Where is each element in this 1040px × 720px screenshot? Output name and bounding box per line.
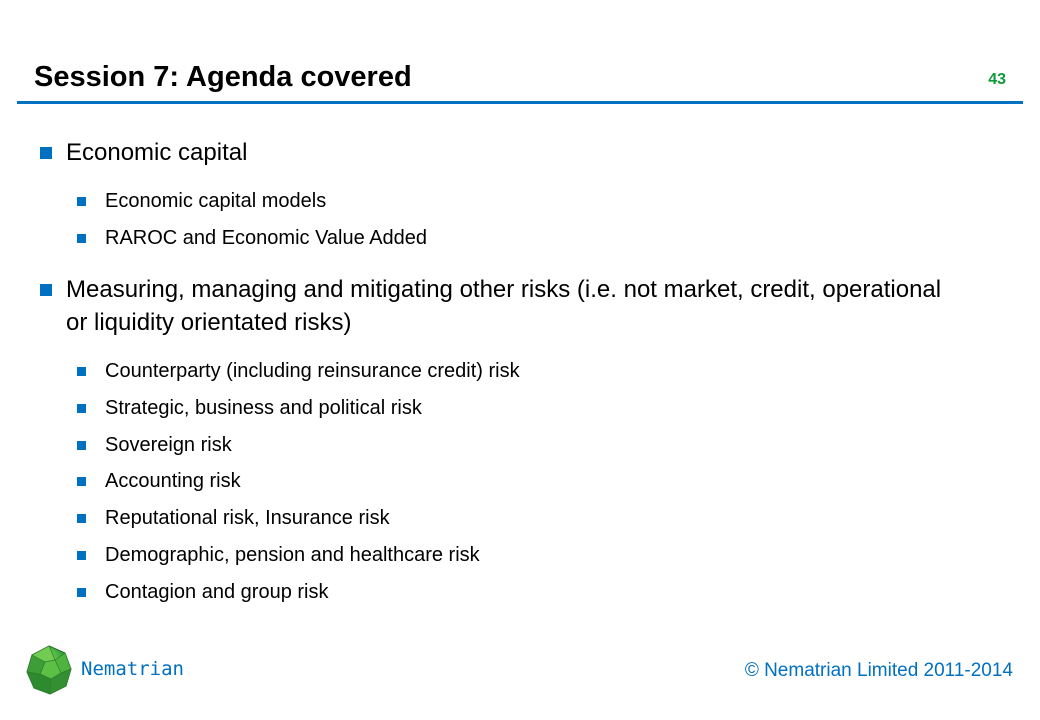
sub-bullet-text: Counterparty (including reinsurance credit) risk (105, 360, 520, 382)
bullet-square-icon (77, 197, 86, 206)
bullet-square-icon (77, 234, 86, 243)
green-polyhedron-logo-icon (25, 644, 73, 696)
slide-title: Session 7: Agenda covered (34, 61, 412, 93)
sub-bullet-text: Contagion and group risk (105, 581, 329, 603)
sub-bullet-text: Demographic, pension and healthcare risk (105, 544, 480, 566)
bullet-square-icon (40, 147, 52, 159)
bullet-square-icon (77, 404, 86, 413)
sub-bullet-text: Economic capital models (105, 190, 327, 212)
slide-number: 43 (988, 71, 1006, 88)
sub-bullet-text: RAROC and Economic Value Added (105, 227, 428, 249)
sub-bullet-text: Reputational risk, Insurance risk (105, 507, 390, 529)
brand-name: Nematrian (81, 658, 184, 680)
bullet-square-icon (77, 588, 86, 597)
bullet-square-icon (40, 284, 52, 296)
bullet-text: Economic capital (66, 139, 248, 166)
bullet-square-icon (77, 514, 86, 523)
bullet-square-icon (77, 551, 86, 560)
sub-bullet-text: Sovereign risk (105, 434, 232, 456)
bullet-text: Measuring, managing and mitigating other risks (i.e. not market, credit, operational or liquidity orientated risks) (66, 276, 942, 336)
sub-bullet-text: Accounting risk (105, 470, 241, 492)
bullet-square-icon (77, 367, 86, 376)
title-divider (17, 101, 1023, 104)
bullet-square-icon (77, 441, 86, 450)
copyright-text: © Nematrian Limited 2011-2014 (744, 660, 1013, 681)
bullet-square-icon (77, 477, 86, 486)
sub-bullet-text: Strategic, business and political risk (105, 397, 422, 419)
